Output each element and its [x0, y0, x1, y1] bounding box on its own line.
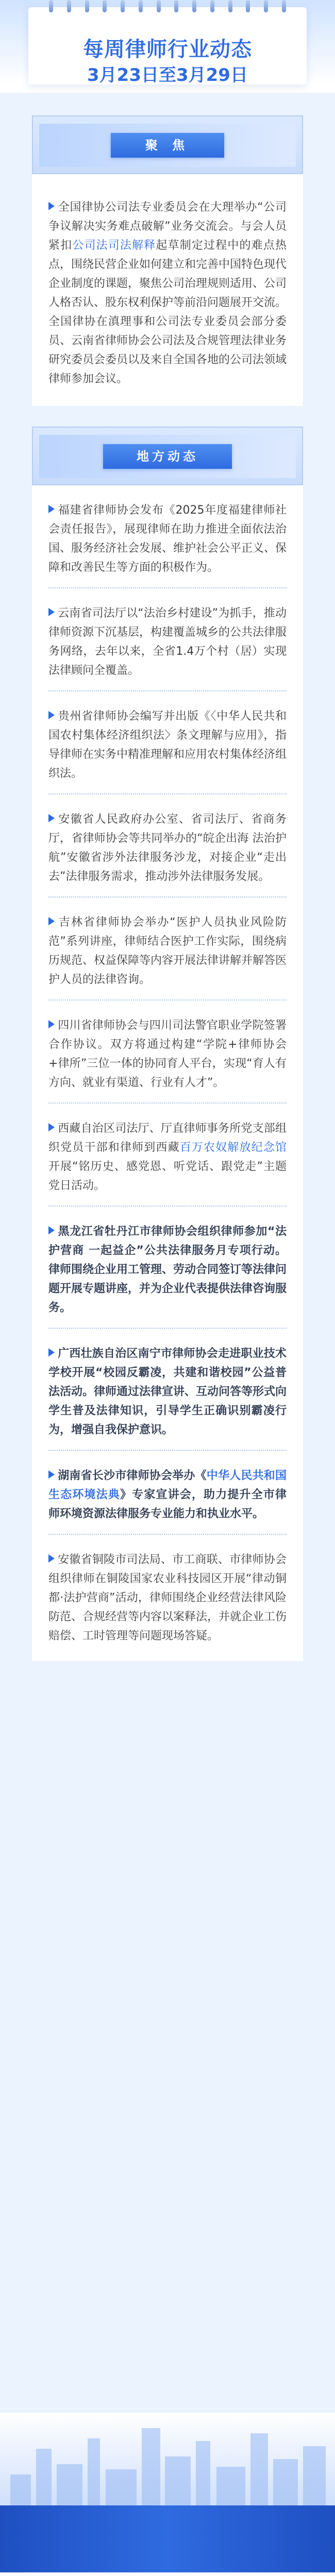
news-item: 安徽省铜陵市司法局、市工商联、市律师协会组织律师在铜陵国家农业科技园区开展“律动铜都·法护营商”活动，律师围绕企业经营法律风险防范、合规经营等内容以案释法，并就企业工伤赔偿、工时管理等问题现场答疑。 [48, 1553, 287, 1642]
news-item: 福建省律师协会发布《2025年度福建律师社会责任报告》，展现律师在助力推进全面依法治国、服务经济社会发展、维护社会公平正义、保障和改善民生等方面的积极作为。 [48, 501, 287, 588]
news-item: 吉林省律师协会举办“医护人员执业风险防范”系列讲座，律师结合医护工作实际，围绕病历规范、权益保障等内容开展法律讲解并解答医护人员的法律咨询。 [48, 913, 287, 1001]
date-range: 3月23日至3月29日 [87, 65, 248, 86]
local-content [32, 485, 303, 1661]
news-item: 广西壮族自治区南宁市律师协会走进职业技术学校开展“校园反霸凌，共建和谐校园”公益普法活动。律师通过法律宣讲、互动问答等形式向学生普及法律知识，引导学生正确识别霸凌行为，增强自我保护意识。 [48, 1344, 287, 1451]
triangle-bullet-icon [48, 202, 55, 210]
triangle-bullet-icon [48, 711, 55, 719]
triangle-bullet-icon [48, 917, 55, 925]
triangle-bullet-icon [48, 814, 55, 822]
footer-info [0, 2572, 335, 2576]
triangle-bullet-icon [48, 1226, 55, 1234]
news-item: 黑龙江省牡丹江市律师协会组织律师参加“法护营商 一起益企”公共法律服务月专项行动。律师围绕企业用工管理、劳动合同签订等法律问题开展专题讲座，并为企业代表提供法律咨询服务。 [48, 1222, 287, 1329]
triangle-bullet-icon [48, 505, 55, 513]
news-item: 四川省律师协会与四川司法警官职业学院签署合作协议。双方将通过构建“学院+律师协会+律所”三位一体的协同育人平台，实现“育人有方向、就业有渠道、行业有人才”。 [48, 1016, 287, 1104]
triangle-bullet-icon [48, 608, 55, 616]
city-skyline-illustration [0, 2413, 335, 2505]
focus-content [32, 174, 303, 406]
news-item: 贵州省律师协会编写并出版《〈中华人民共和国农村集体经济组织法〉条文理解与应用》，指导律师在实务中精准理解和应用农村集体经济组织法。 [48, 707, 287, 794]
triangle-bullet-icon [48, 1020, 55, 1028]
news-item: 安徽省人民政府办公室、省司法厅、省商务厅，省律师协会等共同举办的“皖企出海 法治护航”安徽省涉外法律服务沙龙，对接企业“走出去”法律服务需求，推动涉外法律服务发展。 [48, 810, 287, 897]
triangle-bullet-icon [48, 1348, 55, 1357]
page-title: 每周律师行业动态 [83, 38, 252, 61]
triangle-bullet-icon [48, 1554, 55, 1563]
binder-rings [49, 0, 286, 12]
focus-section-header [32, 115, 303, 174]
footer-band [0, 2505, 335, 2572]
local-section-header [32, 427, 303, 485]
triangle-bullet-icon [48, 1470, 55, 1479]
header [0, 0, 335, 93]
footer [0, 2413, 335, 2576]
news-item: 云南省司法厅以“法治乡村建设”为抓手，推动律师资源下沉基层，构建覆盖城乡的公共法律服务网络，去年以来，全省1.4万个村（居）实现法律顾问全覆盖。 [48, 604, 287, 691]
news-item: 湖南省长沙市律师协会举办《中华人民共和国生态环境法典》专家宣讲会，助力提升全市律师环境资源法律服务专业能力和执业水平。 [48, 1466, 287, 1535]
section-title-focus: 聚 焦 [111, 133, 224, 158]
highlight-link[interactable]: 公司法司法解释 [72, 239, 156, 252]
section-title-local: 地方动态 [103, 444, 232, 469]
triangle-bullet-icon [48, 1123, 55, 1131]
focus-item: 全国律协公司法专业委员会在大理举办“公司争议解决实务难点破解”业务交流会。与会人员紧扣公司法司法解释起草制定过程中的难点热点，围绕民营企业如何建立和完善中国特色现代企业制度的课题，聚焦公司治理规则适用、公司人格否认、股东权利保护等前沿问题展开交流。全国律协在滇理事和公司法专业委员会部分委员、云南省律师协会公司法及合规管理法律业务研究委员会委员以及来自全国各地的公司法领域律师参加会议。 [48, 201, 287, 385]
highlight-link[interactable]: 百万农奴解放纪念馆 [179, 1141, 287, 1154]
highlight-link[interactable]: 中华人民共和国生态环境法典 [48, 1469, 287, 1501]
news-item: 西藏自治区司法厅、厅直律师事务所党支部组织党员干部和律师到西藏百万农奴解放纪念馆开展“铭历史、感党恩、听党话、跟党走”主题党日活动。 [48, 1119, 287, 1207]
